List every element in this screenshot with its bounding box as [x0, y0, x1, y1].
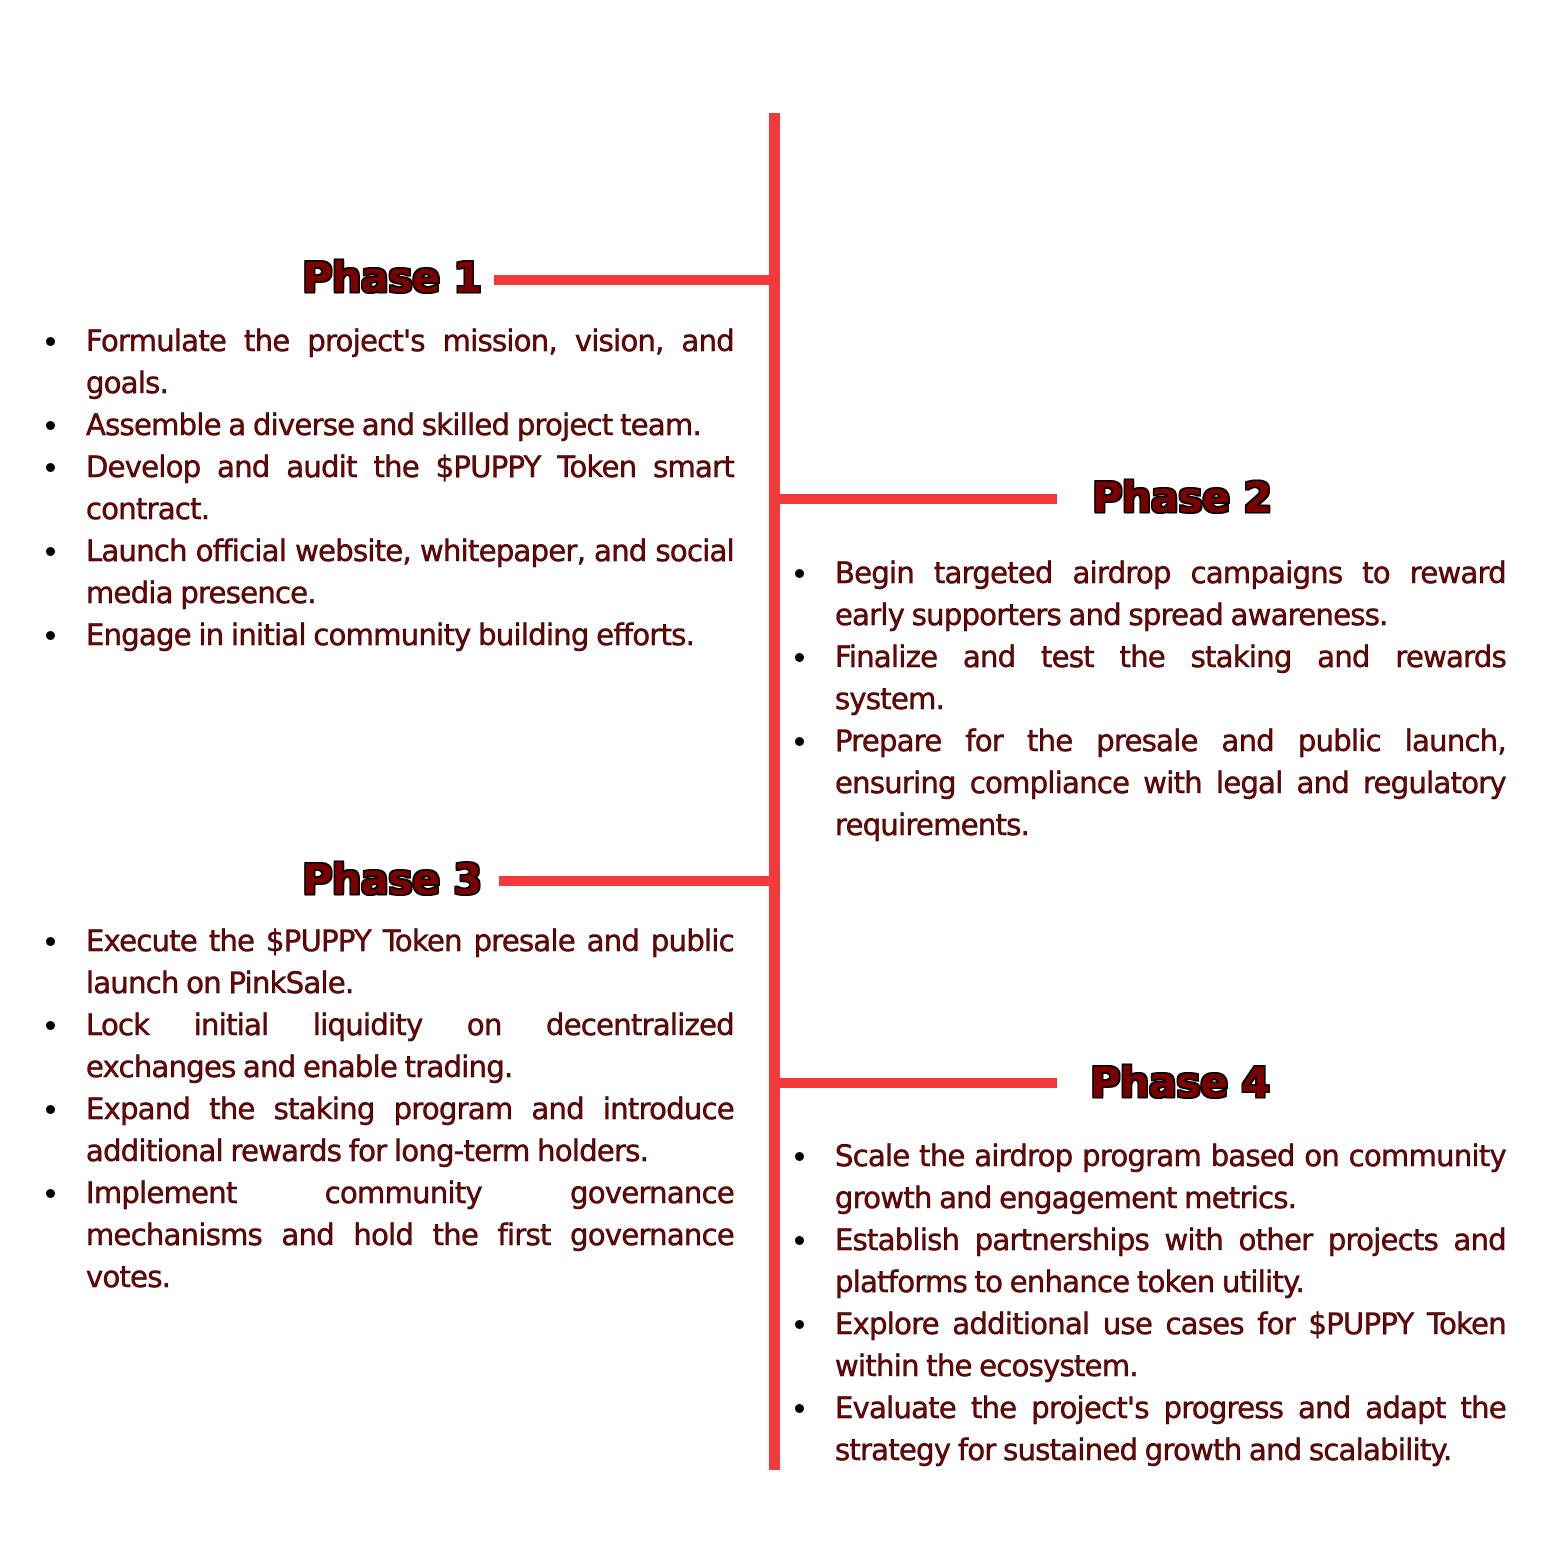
list-item: Launch official website, whitepaper, and social media presence.: [86, 530, 734, 614]
list-item: Formulate the project's mission, vision, and goals.: [86, 320, 734, 404]
list-item: Develop and audit the $PUPPY Token smart contract.: [86, 446, 734, 530]
phase-2-list: [835, 552, 1506, 846]
list-item: Scale the airdrop program based on community growth and engagement metrics.: [835, 1135, 1506, 1219]
bullet-icon: [795, 1320, 804, 1329]
list-item: Establish partnerships with other projects and platforms to enhance token utility.: [835, 1219, 1506, 1303]
timeline-spine: [769, 113, 780, 1470]
bullet-icon: [46, 547, 55, 556]
bullet-icon: [795, 737, 804, 746]
phase-4-list: [835, 1135, 1506, 1471]
bullet-icon: [46, 421, 55, 430]
phase-2-title: Phase 2: [1092, 473, 1272, 522]
bullet-icon: [46, 463, 55, 472]
phase-4-title: Phase 4: [1090, 1058, 1270, 1107]
phase-3-list: [86, 920, 734, 1298]
bullet-icon: [795, 1236, 804, 1245]
bullet-icon: [46, 1021, 55, 1030]
phase-1-list: [86, 320, 734, 656]
list-item: Explore additional use cases for $PUPPY Token within the ecosystem.: [835, 1303, 1506, 1387]
list-item: Implement community governance mechanisms and hold the first governance votes.: [86, 1172, 734, 1298]
list-item: Engage in initial community building efforts.: [86, 614, 734, 656]
bullet-icon: [795, 653, 804, 662]
list-item: Prepare for the presale and public launch, ensuring compliance with legal and regulatory requirements.: [835, 720, 1506, 846]
list-item: Finalize and test the staking and rewards system.: [835, 636, 1506, 720]
bullet-icon: [795, 569, 804, 578]
bullet-icon: [46, 337, 55, 346]
phase-3-title: Phase 3: [302, 855, 482, 904]
list-item: Begin targeted airdrop campaigns to reward early supporters and spread awareness.: [835, 552, 1506, 636]
bullet-icon: [46, 631, 55, 640]
list-item: Lock initial liquidity on decentralized exchanges and enable trading.: [86, 1004, 734, 1088]
list-item: Evaluate the project's progress and adapt the strategy for sustained growth and scalability.: [835, 1387, 1506, 1471]
list-item: Expand the staking program and introduce additional rewards for long-term holders.: [86, 1088, 734, 1172]
phase-3-connector: [499, 876, 774, 886]
bullet-icon: [46, 1189, 55, 1198]
list-item: Execute the $PUPPY Token presale and public launch on PinkSale.: [86, 920, 734, 1004]
phase-2-connector: [774, 494, 1057, 504]
bullet-icon: [795, 1152, 804, 1161]
bullet-icon: [46, 937, 55, 946]
bullet-icon: [795, 1404, 804, 1413]
bullet-icon: [46, 1105, 55, 1114]
phase-4-connector: [774, 1078, 1057, 1088]
phase-1-title: Phase 1: [302, 253, 482, 302]
phase-1-connector: [494, 275, 774, 285]
list-item: Assemble a diverse and skilled project team.: [86, 404, 734, 446]
